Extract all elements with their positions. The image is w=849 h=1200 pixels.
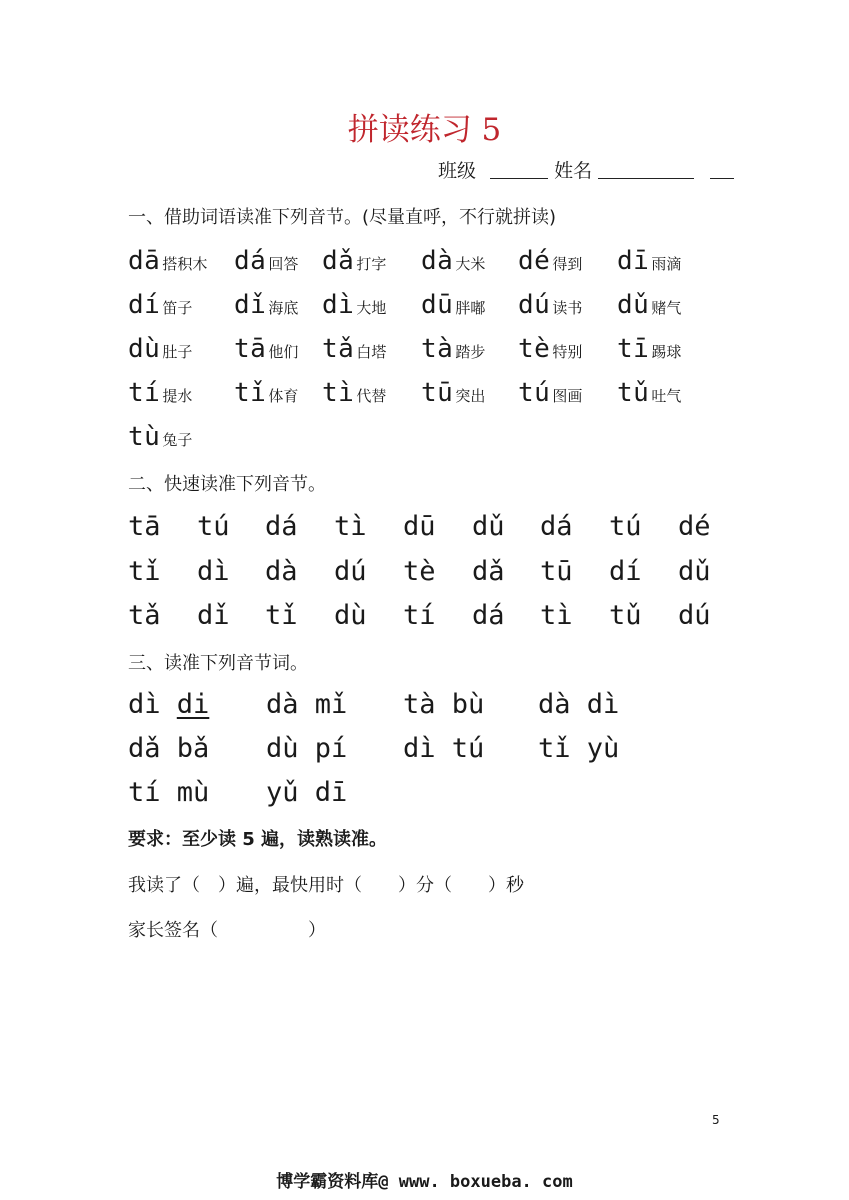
pinyin-syllable: tà	[421, 334, 454, 364]
example-word: 吐气	[651, 387, 682, 405]
pinyin-word: dà mǐ	[266, 689, 348, 720]
pinyin-syllable: dá	[265, 511, 298, 542]
example-word: 特别	[552, 343, 583, 361]
syllable-word-item	[518, 290, 582, 320]
pinyin-word: tà bù	[403, 689, 485, 720]
pinyin-syllable: tǎ	[322, 334, 355, 364]
syllable-word-item	[617, 378, 681, 408]
pinyin-syllable: dí	[609, 556, 642, 587]
example-word: 代替	[356, 387, 387, 405]
pinyin-word: tí mù	[128, 777, 210, 808]
syllable-word-item	[617, 334, 681, 364]
pinyin-syllable: dé	[678, 511, 711, 542]
example-word: 踢球	[651, 343, 682, 361]
example-word: 体育	[268, 387, 299, 405]
pinyin-syllable: tù	[128, 422, 161, 452]
pinyin-syllable: tā	[128, 511, 161, 542]
syllable-word-item	[421, 246, 485, 276]
parent-signature-line: 家长签名（ ）	[128, 920, 326, 941]
name-blank-extra	[710, 160, 734, 179]
example-word: 肚子	[162, 343, 193, 361]
example-word: 赌气	[651, 299, 682, 317]
name-blank[interactable]	[598, 160, 694, 179]
example-word: 他们	[268, 343, 299, 361]
syllable-word-item	[617, 290, 681, 320]
pinyin-syllable: dá	[472, 600, 505, 631]
pinyin-syllable: dé	[518, 246, 551, 276]
pinyin-syllable: tú	[518, 378, 551, 408]
syllable-word-item	[234, 246, 298, 276]
pinyin-syllable: tū	[540, 556, 573, 587]
pinyin-syllable: tǎ	[128, 600, 161, 631]
pinyin-syllable: dǔ	[472, 511, 505, 542]
example-word: 胖嘟	[455, 299, 486, 317]
pinyin-syllable: dú	[334, 556, 367, 587]
syllable-word-item	[234, 378, 298, 408]
example-word: 读书	[552, 299, 583, 317]
example-word: 海底	[268, 299, 299, 317]
pinyin-word: yǔ dī	[266, 777, 348, 808]
section3-heading: 三、读准下列音节词。	[128, 653, 308, 674]
example-word: 得到	[552, 255, 583, 273]
pinyin-syllable: dū	[403, 511, 436, 542]
pinyin-word: tǐ yù	[538, 733, 620, 764]
pinyin-syllable: dí	[128, 290, 161, 320]
read-count-line: 我读了（ ）遍，最快用时（ ）分（ ）秒	[128, 875, 524, 896]
pinyin-syllable: dú	[518, 290, 551, 320]
syllable-word-item	[128, 378, 192, 408]
neutral-tone-syllable: di	[176, 689, 210, 720]
syllable-word-item	[421, 378, 485, 408]
pinyin-syllable: dǎ	[472, 556, 505, 587]
pinyin-syllable: tā	[234, 334, 267, 364]
syllable-word-item	[322, 246, 386, 276]
pinyin-syllable: dǎ	[322, 246, 355, 276]
pinyin-syllable: tū	[421, 378, 454, 408]
pinyin-syllable: tì	[322, 378, 355, 408]
pinyin-syllable: dǐ	[234, 290, 267, 320]
example-word: 打字	[356, 255, 387, 273]
pinyin-syllable: tǐ	[265, 600, 298, 631]
pinyin-syllable: dà	[265, 556, 298, 587]
syllable-word-item	[421, 290, 485, 320]
name-label: 姓名	[554, 160, 593, 182]
pinyin-syllable: tǐ	[234, 378, 267, 408]
pinyin-syllable: tí	[403, 600, 436, 631]
example-word: 大米	[455, 255, 486, 273]
example-word: 兔子	[162, 431, 193, 449]
pinyin-syllable: tì	[334, 511, 367, 542]
example-word: 雨滴	[651, 255, 682, 273]
example-word: 提水	[162, 387, 193, 405]
pinyin-syllable: tǐ	[128, 556, 161, 587]
class-name-line	[438, 156, 734, 183]
pinyin-word: dǎ bǎ	[128, 733, 210, 764]
section2-heading: 二、快速读准下列音节。	[128, 474, 326, 495]
pinyin-syllable: dù	[334, 600, 367, 631]
syllable-word-item	[234, 290, 298, 320]
pinyin-syllable: dì	[197, 556, 230, 587]
pinyin-word: dì di	[128, 689, 210, 720]
pinyin-syllable: dū	[421, 290, 454, 320]
pinyin-syllable: dá	[234, 246, 267, 276]
example-word: 图画	[552, 387, 583, 405]
example-word: 大地	[356, 299, 387, 317]
syllable-word-item	[518, 246, 582, 276]
section1-heading: 一、借助词语读准下列音节。(尽量直呼，不行就拼读)	[128, 207, 557, 228]
pinyin-syllable: tǔ	[609, 600, 642, 631]
syllable-word-item	[518, 334, 582, 364]
pinyin-syllable: dà	[421, 246, 454, 276]
example-word: 踏步	[455, 343, 486, 361]
class-blank[interactable]	[490, 160, 548, 179]
syllable-word-item	[128, 334, 192, 364]
pinyin-syllable: dù	[128, 334, 161, 364]
syllable-word-item	[128, 246, 207, 276]
pinyin-syllable: dā	[128, 246, 161, 276]
pinyin-syllable: tī	[617, 334, 650, 364]
pinyin-syllable: dá	[540, 511, 573, 542]
example-word: 回答	[268, 255, 299, 273]
example-word: 白塔	[356, 343, 387, 361]
syllable-word-item	[128, 290, 192, 320]
syllable-word-item	[322, 378, 386, 408]
requirement-text: 要求：至少读 5 遍，读熟读准。	[128, 829, 388, 850]
pinyin-word: dì tú	[403, 733, 485, 764]
syllable-word-item	[421, 334, 485, 364]
example-word: 突出	[455, 387, 486, 405]
pinyin-syllable: dī	[617, 246, 650, 276]
syllable-word-item	[322, 334, 386, 364]
example-word: 笛子	[162, 299, 193, 317]
syllable-word-item	[518, 378, 582, 408]
syllable-word-item	[322, 290, 386, 320]
pinyin-syllable: tè	[403, 556, 436, 587]
class-label: 班级	[438, 160, 477, 182]
pinyin-syllable: dú	[678, 600, 711, 631]
pinyin-syllable: tè	[518, 334, 551, 364]
pinyin-syllable: tí	[128, 378, 161, 408]
pinyin-syllable: dǔ	[678, 556, 711, 587]
page-title: 拼读练习 5	[347, 112, 502, 148]
pinyin-word: dà dì	[538, 689, 620, 720]
pinyin-syllable: dǐ	[197, 600, 230, 631]
pinyin-syllable: dì	[322, 290, 355, 320]
pinyin-syllable: tú	[609, 511, 642, 542]
pinyin-word: dù pí	[266, 733, 348, 764]
syllable-word-item	[234, 334, 298, 364]
pinyin-syllable: tǔ	[617, 378, 650, 408]
pinyin-syllable: tú	[197, 511, 230, 542]
example-word: 搭积木	[162, 255, 208, 273]
pinyin-syllable: tì	[540, 600, 573, 631]
footer-watermark: 博学霸资料库@ www. boxueba. com	[276, 1172, 573, 1192]
pinyin-syllable: dǔ	[617, 290, 650, 320]
syllable-word-item	[128, 422, 192, 452]
page-number: 5	[712, 1113, 720, 1127]
syllable-word-item	[617, 246, 681, 276]
